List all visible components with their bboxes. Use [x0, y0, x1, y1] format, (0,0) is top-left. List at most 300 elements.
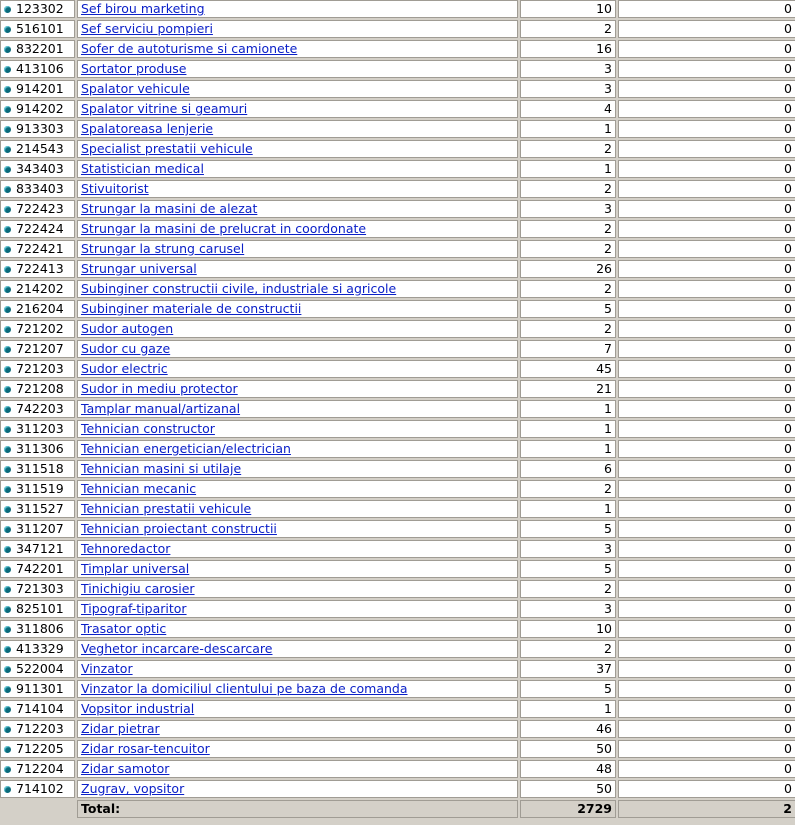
- occupation-link[interactable]: Specialist prestatii vehicule: [81, 141, 253, 156]
- occupation-link[interactable]: Sortator produse: [81, 61, 187, 76]
- name-cell: [77, 440, 518, 458]
- occupation-link[interactable]: Zidar rosar-tencuitor: [81, 741, 210, 756]
- bullet-dot-icon: [4, 306, 11, 313]
- name-cell: [77, 680, 518, 698]
- occupation-link[interactable]: Veghetor incarcare-descarcare: [81, 641, 273, 656]
- name-cell: [77, 360, 518, 378]
- bullet-dot-icon: [4, 66, 11, 73]
- secondary-count-cell: 0: [618, 560, 795, 578]
- occupation-link[interactable]: Tehnician masini si utilaje: [81, 461, 242, 476]
- name-cell: [77, 60, 518, 78]
- table-row: [0, 680, 795, 698]
- count-cell: 1: [520, 700, 616, 718]
- count-cell: 48: [520, 760, 616, 778]
- bullet-dot-icon: [4, 286, 11, 293]
- occupation-link[interactable]: Timplar universal: [81, 561, 190, 576]
- table-row: [0, 380, 795, 398]
- secondary-count-cell: 0: [618, 200, 795, 218]
- occupation-code: 413329: [16, 641, 64, 656]
- code-cell: [0, 760, 75, 778]
- occupation-link[interactable]: Subinginer materiale de constructii: [81, 301, 302, 316]
- bullet-dot-icon: [4, 186, 11, 193]
- name-cell: [77, 700, 518, 718]
- code-cell: [0, 520, 75, 538]
- name-cell: [77, 560, 518, 578]
- table-row: [0, 480, 795, 498]
- occupation-link[interactable]: Spalatoreasa lenjerie: [81, 121, 214, 136]
- occupation-code: 721202: [16, 321, 64, 336]
- count-cell: 5: [520, 520, 616, 538]
- total-count: 2729: [520, 800, 616, 818]
- bullet-dot-icon: [4, 146, 11, 153]
- occupation-code: 721303: [16, 581, 64, 596]
- bullet-dot-icon: [4, 726, 11, 733]
- occupation-code: 712205: [16, 741, 64, 756]
- table-row: [0, 200, 795, 218]
- occupation-link[interactable]: Sef serviciu pompieri: [81, 21, 213, 36]
- occupation-code: 913303: [16, 121, 64, 136]
- occupation-code: 311203: [16, 421, 64, 436]
- code-cell: [0, 160, 75, 178]
- table-row: [0, 720, 795, 738]
- bullet-dot-icon: [4, 686, 11, 693]
- occupation-link[interactable]: Sofer de autoturisme si camionete: [81, 41, 298, 56]
- table-row: [0, 600, 795, 618]
- occupation-code: 311518: [16, 461, 64, 476]
- bullet-dot-icon: [4, 6, 11, 13]
- name-cell: [77, 600, 518, 618]
- code-cell: [0, 440, 75, 458]
- code-cell: [0, 60, 75, 78]
- count-cell: 16: [520, 40, 616, 58]
- code-cell: [0, 140, 75, 158]
- count-cell: 10: [520, 620, 616, 638]
- occupation-link[interactable]: Vinzator: [81, 661, 133, 676]
- occupation-link[interactable]: Strungar la strung carusel: [81, 241, 245, 256]
- count-cell: 3: [520, 80, 616, 98]
- occupation-link[interactable]: Spalator vehicule: [81, 81, 190, 96]
- count-cell: 5: [520, 560, 616, 578]
- occupation-link[interactable]: Tehnoredactor: [81, 541, 171, 556]
- occupation-code: 914201: [16, 81, 64, 96]
- table-row: [0, 280, 795, 298]
- bullet-dot-icon: [4, 26, 11, 33]
- count-cell: 3: [520, 540, 616, 558]
- count-cell: 26: [520, 260, 616, 278]
- code-cell: [0, 620, 75, 638]
- count-cell: 45: [520, 360, 616, 378]
- occupation-link[interactable]: Sudor autogen: [81, 321, 174, 336]
- code-cell: [0, 780, 75, 798]
- occupation-code: 722424: [16, 221, 64, 236]
- code-cell: [0, 260, 75, 278]
- bullet-dot-icon: [4, 566, 11, 573]
- occupation-code: 722423: [16, 201, 64, 216]
- name-cell: [77, 780, 518, 798]
- secondary-count-cell: 0: [618, 320, 795, 338]
- name-cell: [77, 140, 518, 158]
- occupation-link[interactable]: Tehnician proiectant constructii: [81, 521, 277, 536]
- name-cell: [77, 340, 518, 358]
- count-cell: 1: [520, 420, 616, 438]
- count-cell: 3: [520, 600, 616, 618]
- secondary-count-cell: 0: [618, 240, 795, 258]
- bullet-dot-icon: [4, 766, 11, 773]
- count-cell: 2: [520, 180, 616, 198]
- table-row: [0, 340, 795, 358]
- bullet-dot-icon: [4, 606, 11, 613]
- count-cell: 2: [520, 280, 616, 298]
- code-cell: [0, 420, 75, 438]
- table-row: [0, 660, 795, 678]
- bullet-dot-icon: [4, 106, 11, 113]
- secondary-count-cell: 0: [618, 40, 795, 58]
- bullet-dot-icon: [4, 446, 11, 453]
- occupation-code: 714104: [16, 701, 64, 716]
- occupation-code: 216204: [16, 301, 64, 316]
- bullet-dot-icon: [4, 46, 11, 53]
- bullet-dot-icon: [4, 166, 11, 173]
- secondary-count-cell: 0: [618, 620, 795, 638]
- bullet-dot-icon: [4, 366, 11, 373]
- name-cell: [77, 20, 518, 38]
- count-cell: 10: [520, 0, 616, 18]
- occupation-code: 516101: [16, 21, 64, 36]
- name-cell: [77, 580, 518, 598]
- bullet-dot-icon: [4, 666, 11, 673]
- table-row: [0, 180, 795, 198]
- secondary-count-cell: 0: [618, 380, 795, 398]
- occupation-link[interactable]: Subinginer constructii civile, industriale si agricole: [81, 281, 397, 296]
- code-cell: [0, 480, 75, 498]
- code-cell: [0, 280, 75, 298]
- bullet-dot-icon: [4, 86, 11, 93]
- count-cell: 1: [520, 120, 616, 138]
- count-cell: 1: [520, 400, 616, 418]
- table-row: [0, 240, 795, 258]
- occupation-code: 311527: [16, 501, 64, 516]
- code-cell: [0, 220, 75, 238]
- name-cell: [77, 0, 518, 18]
- secondary-count-cell: 0: [618, 680, 795, 698]
- occupation-link[interactable]: Statistician medical: [81, 161, 204, 176]
- bullet-dot-icon: [4, 206, 11, 213]
- code-cell: [0, 180, 75, 198]
- occupation-code: 712203: [16, 721, 64, 736]
- code-cell: [0, 560, 75, 578]
- count-cell: 50: [520, 740, 616, 758]
- code-cell: [0, 700, 75, 718]
- count-cell: 2: [520, 640, 616, 658]
- occupation-code: 343403: [16, 161, 64, 176]
- bullet-dot-icon: [4, 346, 11, 353]
- table-row: [0, 420, 795, 438]
- table-row: [0, 40, 795, 58]
- occupation-code: 721203: [16, 361, 64, 376]
- secondary-count-cell: 0: [618, 720, 795, 738]
- bullet-dot-icon: [4, 126, 11, 133]
- occupation-link[interactable]: Trasator optic: [81, 621, 167, 636]
- name-cell: [77, 540, 518, 558]
- count-cell: 2: [520, 480, 616, 498]
- name-cell: [77, 300, 518, 318]
- bullet-dot-icon: [4, 526, 11, 533]
- secondary-count-cell: 0: [618, 80, 795, 98]
- secondary-count-cell: 0: [618, 640, 795, 658]
- count-cell: 1: [520, 500, 616, 518]
- occupation-code: 832201: [16, 41, 64, 56]
- table-row: [0, 220, 795, 238]
- count-cell: 6: [520, 460, 616, 478]
- occupation-code: 311806: [16, 621, 64, 636]
- occupation-link[interactable]: Vinzator la domiciliul clientului pe baza de comanda: [81, 681, 408, 696]
- table-row: [0, 620, 795, 638]
- name-cell: [77, 200, 518, 218]
- total-empty-cell: [0, 800, 75, 818]
- secondary-count-cell: 0: [618, 340, 795, 358]
- occupation-link[interactable]: Sudor in mediu protector: [81, 381, 238, 396]
- occupation-link[interactable]: Zidar samotor: [81, 761, 170, 776]
- count-cell: 2: [520, 220, 616, 238]
- occupation-code: 722421: [16, 241, 64, 256]
- occupation-link[interactable]: Vopsitor industrial: [81, 701, 195, 716]
- secondary-count-cell: 0: [618, 300, 795, 318]
- bullet-dot-icon: [4, 246, 11, 253]
- secondary-count-cell: 0: [618, 120, 795, 138]
- count-cell: 21: [520, 380, 616, 398]
- occupation-link[interactable]: Sef birou marketing: [81, 1, 205, 16]
- table-row: [0, 520, 795, 538]
- bullet-dot-icon: [4, 386, 11, 393]
- table-row: [0, 460, 795, 478]
- occupation-code: 911301: [16, 681, 64, 696]
- name-cell: [77, 760, 518, 778]
- table-row: [0, 0, 795, 18]
- name-cell: [77, 720, 518, 738]
- bullet-dot-icon: [4, 406, 11, 413]
- occupation-link[interactable]: Spalator vitrine si geamuri: [81, 101, 248, 116]
- table-row: [0, 640, 795, 658]
- occupation-code: 722413: [16, 261, 64, 276]
- occupation-code: 712204: [16, 761, 64, 776]
- name-cell: [77, 120, 518, 138]
- secondary-count-cell: 0: [618, 180, 795, 198]
- count-cell: 2: [520, 320, 616, 338]
- table-row: [0, 740, 795, 758]
- table-row: [0, 100, 795, 118]
- code-cell: [0, 720, 75, 738]
- bullet-dot-icon: [4, 486, 11, 493]
- code-cell: [0, 100, 75, 118]
- table-row: [0, 400, 795, 418]
- table-row: [0, 580, 795, 598]
- occupation-link[interactable]: Stivuitorist: [81, 181, 149, 196]
- code-cell: [0, 500, 75, 518]
- table-row: [0, 260, 795, 278]
- name-cell: [77, 280, 518, 298]
- bullet-dot-icon: [4, 746, 11, 753]
- name-cell: [77, 520, 518, 538]
- occupation-link[interactable]: Sudor cu gaze: [81, 341, 171, 356]
- name-cell: [77, 660, 518, 678]
- occupation-link[interactable]: Tinichigiu carosier: [81, 581, 195, 596]
- code-cell: [0, 580, 75, 598]
- code-cell: [0, 120, 75, 138]
- occupation-link[interactable]: Tehnician prestatii vehicule: [81, 501, 252, 516]
- code-cell: [0, 300, 75, 318]
- table-row: [0, 120, 795, 138]
- secondary-count-cell: 0: [618, 420, 795, 438]
- occupation-link[interactable]: Zidar pietrar: [81, 721, 160, 736]
- table-row: [0, 320, 795, 338]
- count-cell: 50: [520, 780, 616, 798]
- code-cell: [0, 340, 75, 358]
- occupation-code: 522004: [16, 661, 64, 676]
- code-cell: [0, 240, 75, 258]
- secondary-count-cell: 0: [618, 160, 795, 178]
- name-cell: [77, 40, 518, 58]
- table-row: [0, 700, 795, 718]
- bullet-dot-icon: [4, 706, 11, 713]
- occupation-code: 721207: [16, 341, 64, 356]
- name-cell: [77, 260, 518, 278]
- code-cell: [0, 460, 75, 478]
- name-cell: [77, 500, 518, 518]
- bullet-dot-icon: [4, 466, 11, 473]
- code-cell: [0, 680, 75, 698]
- bullet-dot-icon: [4, 226, 11, 233]
- code-cell: [0, 380, 75, 398]
- occupation-code: 311306: [16, 441, 64, 456]
- occupation-link[interactable]: Zugrav, vopsitor: [81, 781, 185, 796]
- table-row: [0, 540, 795, 558]
- occupation-code: 311207: [16, 521, 64, 536]
- table-row: [0, 140, 795, 158]
- secondary-count-cell: 0: [618, 460, 795, 478]
- occupation-code: 721208: [16, 381, 64, 396]
- secondary-count-cell: 0: [618, 520, 795, 538]
- occupation-code: 311519: [16, 481, 64, 496]
- bullet-dot-icon: [4, 626, 11, 633]
- occupation-link[interactable]: Tamplar manual/artizanal: [81, 401, 241, 416]
- secondary-count-cell: 0: [618, 60, 795, 78]
- name-cell: [77, 740, 518, 758]
- occupation-code: 214202: [16, 281, 64, 296]
- name-cell: [77, 380, 518, 398]
- count-cell: 3: [520, 200, 616, 218]
- bullet-dot-icon: [4, 326, 11, 333]
- occupation-link[interactable]: Tehnician constructor: [81, 421, 215, 436]
- total-row: [0, 800, 795, 818]
- code-cell: [0, 80, 75, 98]
- name-cell: [77, 320, 518, 338]
- code-cell: [0, 600, 75, 618]
- name-cell: [77, 220, 518, 238]
- secondary-count-cell: 0: [618, 480, 795, 498]
- occupation-code: 714102: [16, 781, 64, 796]
- occupation-link[interactable]: Strungar la masini de prelucrat in coordonate: [81, 221, 367, 236]
- occupation-code: 833403: [16, 181, 64, 196]
- code-cell: [0, 740, 75, 758]
- secondary-count-cell: 0: [618, 360, 795, 378]
- secondary-count-cell: 0: [618, 20, 795, 38]
- count-cell: 1: [520, 160, 616, 178]
- secondary-count-cell: 0: [618, 600, 795, 618]
- name-cell: [77, 420, 518, 438]
- table-row: [0, 440, 795, 458]
- count-cell: 2: [520, 140, 616, 158]
- name-cell: [77, 400, 518, 418]
- code-cell: [0, 540, 75, 558]
- total-secondary-count: 2: [618, 800, 795, 818]
- secondary-count-cell: 0: [618, 660, 795, 678]
- total-label: Total:: [77, 800, 518, 818]
- count-cell: 2: [520, 240, 616, 258]
- occupation-link[interactable]: Tipograf-tiparitor: [81, 601, 187, 616]
- code-cell: [0, 360, 75, 378]
- secondary-count-cell: 0: [618, 0, 795, 18]
- count-cell: 37: [520, 660, 616, 678]
- name-cell: [77, 620, 518, 638]
- table-row: [0, 560, 795, 578]
- occupation-code: 914202: [16, 101, 64, 116]
- occupation-link[interactable]: Sudor electric: [81, 361, 168, 376]
- secondary-count-cell: 0: [618, 260, 795, 278]
- secondary-count-cell: 0: [618, 700, 795, 718]
- name-cell: [77, 80, 518, 98]
- name-cell: [77, 160, 518, 178]
- secondary-count-cell: 0: [618, 540, 795, 558]
- secondary-count-cell: 0: [618, 500, 795, 518]
- secondary-count-cell: 0: [618, 220, 795, 238]
- table-row: [0, 760, 795, 778]
- occupation-link[interactable]: Tehnician mecanic: [81, 481, 197, 496]
- occupation-link[interactable]: Strungar universal: [81, 261, 197, 276]
- occupation-code: 742201: [16, 561, 64, 576]
- code-cell: [0, 200, 75, 218]
- secondary-count-cell: 0: [618, 100, 795, 118]
- table-row: [0, 60, 795, 78]
- count-cell: 2: [520, 20, 616, 38]
- bullet-dot-icon: [4, 266, 11, 273]
- occupation-link[interactable]: Strungar la masini de alezat: [81, 201, 258, 216]
- secondary-count-cell: 0: [618, 280, 795, 298]
- code-cell: [0, 660, 75, 678]
- count-cell: 4: [520, 100, 616, 118]
- bullet-dot-icon: [4, 546, 11, 553]
- count-cell: 5: [520, 300, 616, 318]
- table-row: [0, 80, 795, 98]
- code-cell: [0, 20, 75, 38]
- count-cell: 1: [520, 440, 616, 458]
- table-row: [0, 160, 795, 178]
- name-cell: [77, 480, 518, 498]
- occupation-code: 825101: [16, 601, 64, 616]
- code-cell: [0, 640, 75, 658]
- secondary-count-cell: 0: [618, 140, 795, 158]
- name-cell: [77, 240, 518, 258]
- occupation-code: 413106: [16, 61, 64, 76]
- occupation-code: 214543: [16, 141, 64, 156]
- occupation-link[interactable]: Tehnician energetician/electrician: [81, 441, 291, 456]
- secondary-count-cell: 0: [618, 400, 795, 418]
- secondary-count-cell: 0: [618, 780, 795, 798]
- name-cell: [77, 100, 518, 118]
- table-row: [0, 300, 795, 318]
- secondary-count-cell: 0: [618, 440, 795, 458]
- count-cell: 46: [520, 720, 616, 738]
- bullet-dot-icon: [4, 586, 11, 593]
